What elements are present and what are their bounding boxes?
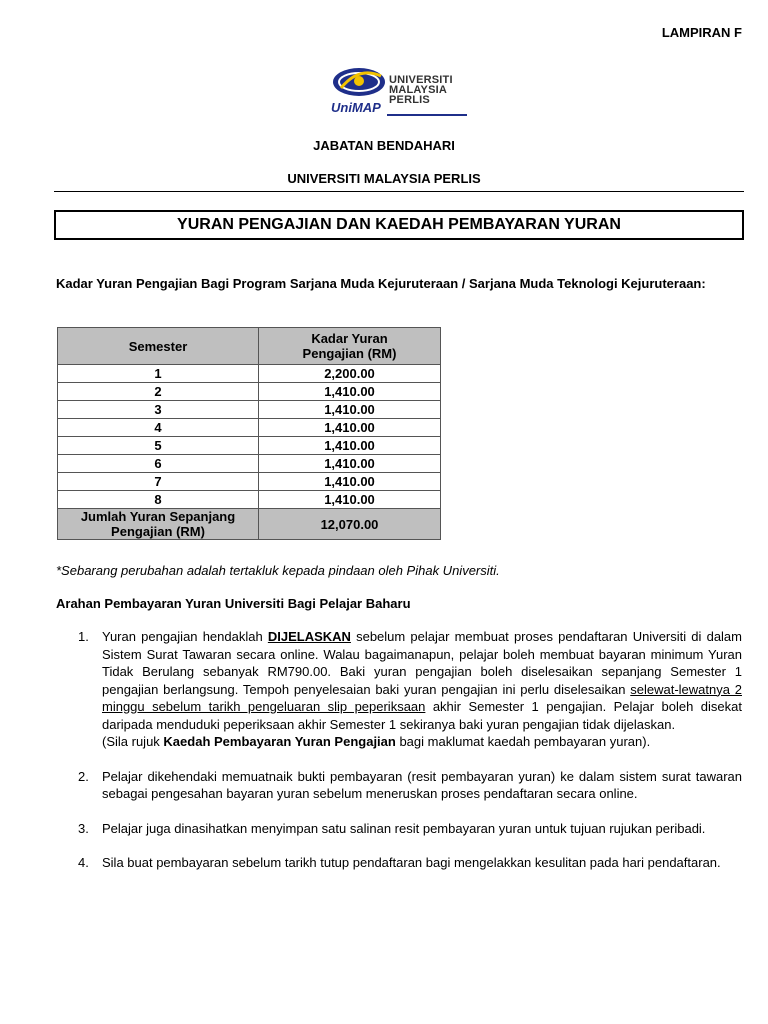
page-title: YURAN PENGAJIAN DAN KAEDAH PEMBAYARAN YURAN: [54, 210, 744, 240]
underlined-deadline-text: selewat-lewatnya 2 minggu sebelum tarikh pengeluaran slip peperiksaan: [102, 681, 742, 714]
instruction-text: Pelajar dikehendaki memuatnaik bukti pembayaran (resit pembayaran yuran) ke dalam sistem surat tawaran sebagai pengesahan bayaran yuran sebelum meneruskan proses pendaftaran secara online.: [102, 768, 742, 801]
reference-emphasis: Kaedah Pembayaran Yuran Pengajian: [163, 734, 396, 749]
unimap-logo: [329, 62, 471, 118]
semester-cell: 5: [58, 437, 259, 455]
reference-text: (Sila rujuk: [102, 734, 164, 749]
fee-cell: 2,200.00: [259, 365, 441, 383]
semester-cell: 6: [58, 455, 259, 473]
logo-wordmark: [389, 75, 453, 105]
logo-line-2: MALAYSIA: [389, 84, 448, 96]
fee-cell: 1,410.00: [259, 383, 441, 401]
list-number: 1.: [78, 629, 89, 644]
reference-text: bagi maklumat kaedah pembayaran yuran).: [395, 734, 651, 749]
semester-cell: 7: [58, 473, 259, 491]
instruction-text: akhir Semester 1 pengajian. Pelajar boleh disekat daripada menduduki peperiksaan akhir Semester 1 sekiranya baki yuran pengajian tidak dijelaskan.: [102, 699, 742, 732]
semester-cell: 2: [58, 383, 259, 401]
total-value-cell: 12,070.00: [259, 509, 441, 540]
fee-cell: 1,410.00: [259, 419, 441, 437]
semester-column-header: Semester: [58, 328, 259, 365]
fee-cell: 1,410.00: [259, 437, 441, 455]
emphasis-text: DIJELASKAN: [267, 629, 351, 644]
annex-label: LAMPIRAN F: [661, 25, 742, 40]
fee-cell: 1,410.00: [259, 401, 441, 419]
list-number: 4.: [78, 855, 89, 870]
list-number: 2.: [78, 768, 89, 784]
table-row: [58, 419, 441, 437]
logo-mark: UniMAP: [331, 100, 381, 115]
fee-table-header-row: [58, 328, 441, 365]
instructions-heading: Arahan Pembayaran Yuran Universiti Bagi Pelajar Baharu: [56, 596, 411, 611]
header-divider: [54, 191, 744, 192]
fee-column-header: Kadar Yuran Pengajian (RM): [259, 328, 441, 365]
instruction-text: Sila buat pembayaran sebelum tarikh tutup pendaftaran bagi mengelakkan kesulitan pada hari pendaftaran.: [102, 855, 721, 870]
list-item: [56, 628, 742, 751]
table-row: [58, 437, 441, 455]
total-label-cell: Jumlah Yuran Sepanjang Pengajian (RM): [58, 509, 259, 540]
table-row: [58, 473, 441, 491]
table-row: [58, 491, 441, 509]
total-row: [58, 509, 441, 540]
disclaimer-note: *Sebarang perubahan adalah tertakluk kepada pindaan oleh Pihak Universiti.: [56, 563, 500, 578]
semester-cell: 8: [58, 491, 259, 509]
semester-cell: 3: [58, 401, 259, 419]
instruction-text: Pelajar juga dinasihatkan menyimpan satu salinan resit pembayaran yuran untuk tujuan rujukan peribadi.: [102, 820, 706, 836]
list-item: [56, 768, 742, 803]
logo-line-1: UNIVERSITI: [389, 74, 453, 86]
table-row: [58, 383, 441, 401]
department-heading: JABATAN BENDAHARI: [313, 138, 455, 153]
fee-cell: 1,410.00: [259, 491, 441, 509]
list-item: [56, 820, 742, 838]
logo-line-3: PERLIS: [389, 94, 430, 106]
intro-paragraph: Kadar Yuran Pengajian Bagi Program Sarjana Muda Kejuruteraan / Sarjana Muda Teknologi Kejuruteraan:: [56, 276, 706, 291]
table-row: [58, 401, 441, 419]
list-item: [56, 854, 742, 872]
university-heading: UNIVERSITI MALAYSIA PERLIS: [287, 171, 481, 186]
instruction-text: Yuran pengajian hendaklah: [102, 629, 268, 644]
fee-cell: 1,410.00: [259, 455, 441, 473]
semester-cell: 4: [58, 419, 259, 437]
instruction-text: sebelum pelajar membuat proses pendaftaran Universiti di dalam Sistem Surat Tawaran secara online. Walau bagaimanapun, pelajar boleh membuat bayaran minimum Yuran Tidak Berulang sebanyak RM790.00. Baki yuran pengajian boleh diselesaikan sepanjang Semester 1 pengajian berlangsung. Tempoh penyelesaian baki yuran pengajian ini perlu diselesaikan: [102, 629, 742, 697]
list-number: 3.: [78, 820, 89, 836]
table-row: [58, 365, 441, 383]
instructions-list: [56, 628, 742, 889]
table-row: [58, 455, 441, 473]
semester-cell: 1: [58, 365, 259, 383]
fee-table: [57, 327, 441, 540]
fee-cell: 1,410.00: [259, 473, 441, 491]
